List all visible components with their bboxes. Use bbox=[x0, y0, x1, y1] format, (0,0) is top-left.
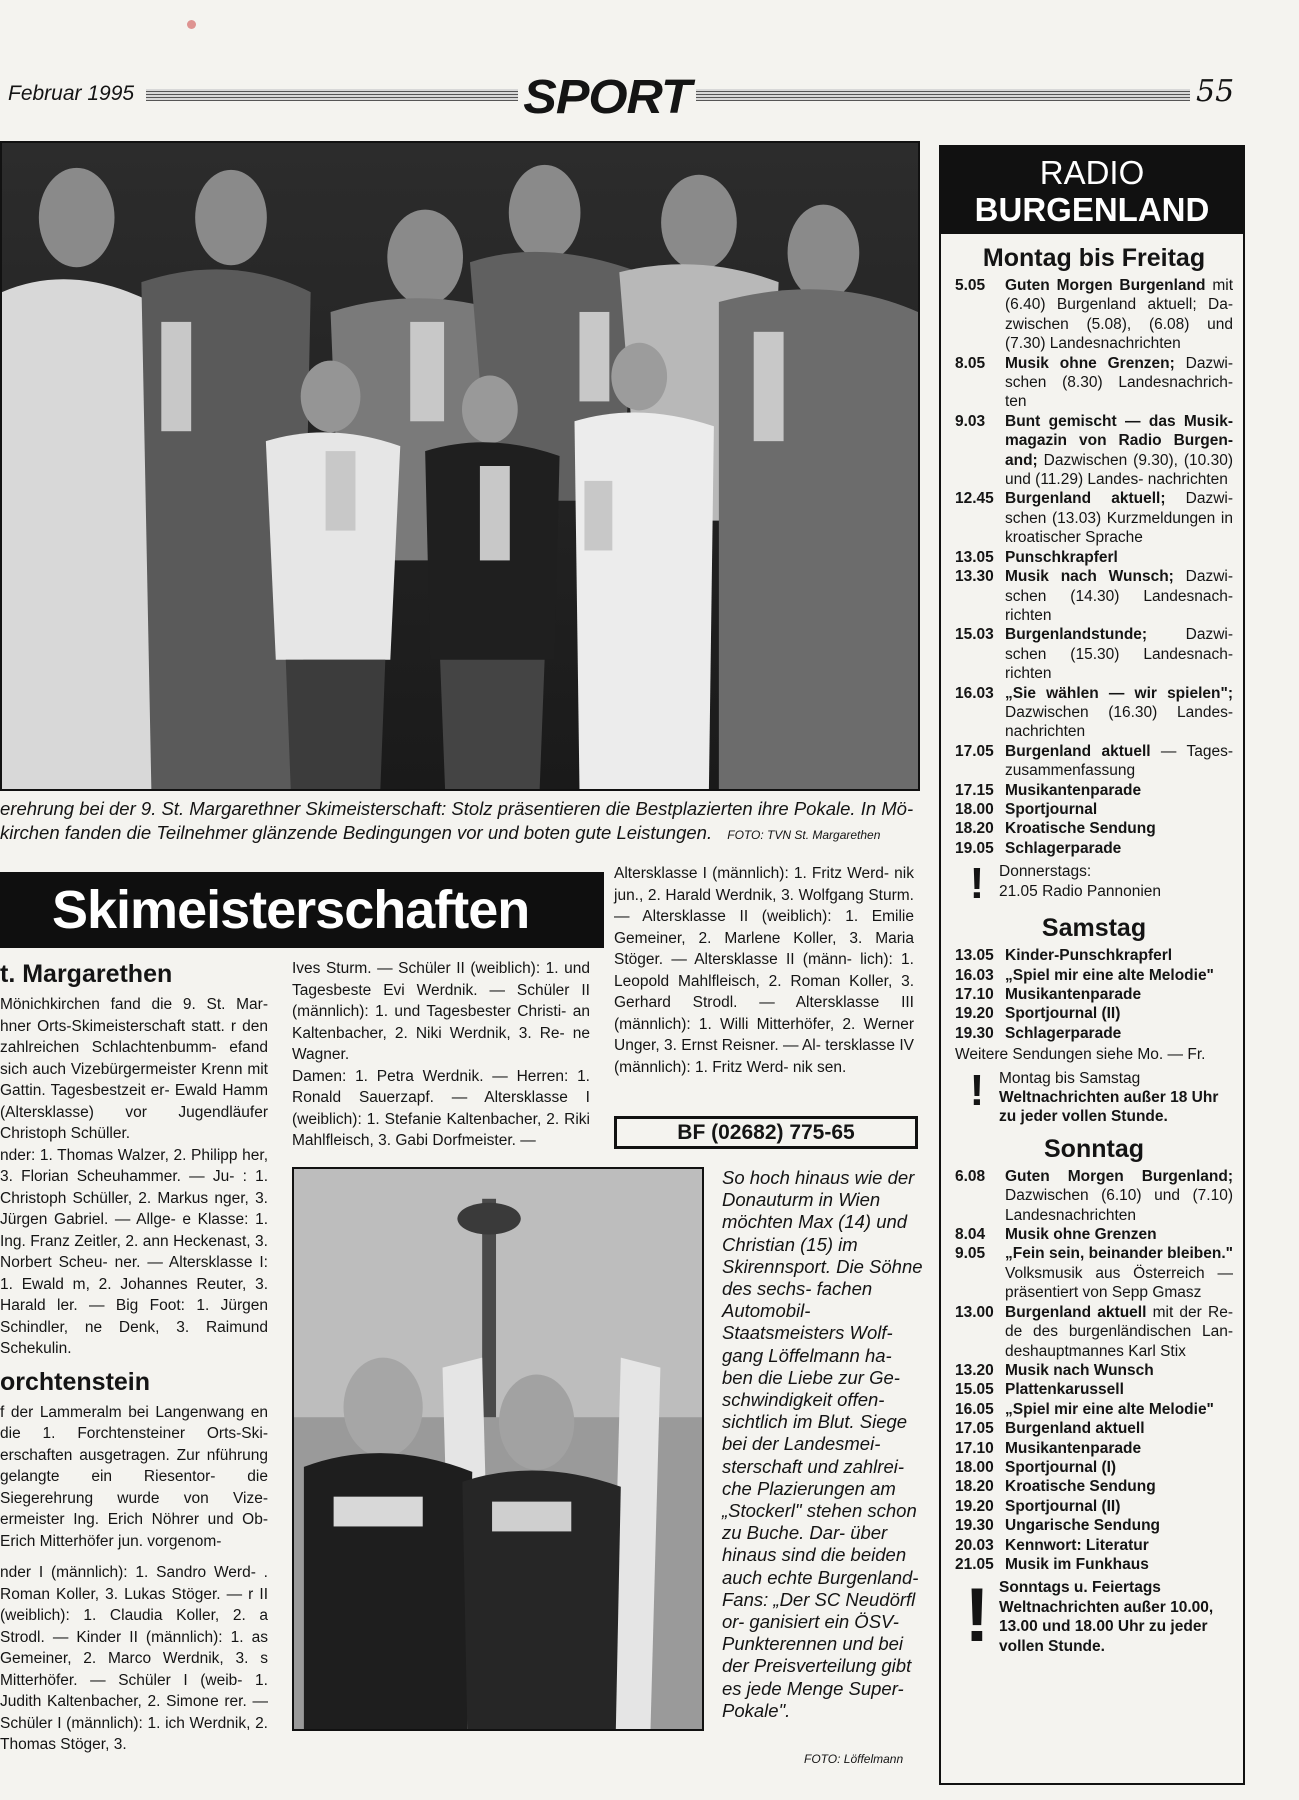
radio-program-box bbox=[939, 145, 1245, 1785]
entry-title: Musikantenparade bbox=[1005, 1439, 1142, 1457]
schedule-entry bbox=[955, 548, 1233, 567]
entry-description bbox=[1005, 1380, 1233, 1399]
schedule-entry bbox=[955, 966, 1233, 985]
entry-time: 21.05 bbox=[955, 1555, 994, 1573]
radio-title-line2: BURGENLAND bbox=[974, 191, 1210, 228]
col1-paragraph-3: f der Lammeralm bei Langenwang en die 1. Forchtensteiner Orts-Ski- erschaften ausgetragen. Zur nführung gelangte ein Riesentor- die Siegerehrung wurde von Vize- ermeister Ing. Erich Nöhrer und Ob- Erich Mitterhöfer jun. vorgenom- bbox=[0, 1403, 268, 1550]
entry-time: 19.20 bbox=[955, 1005, 994, 1023]
entry-description bbox=[1005, 1516, 1233, 1535]
sunday-heading: Sonntag bbox=[1044, 1134, 1144, 1163]
entry-title: Musik ohne Grenzen bbox=[1005, 1226, 1157, 1244]
entry-description bbox=[1005, 985, 1233, 1004]
exclamation-icon: ! bbox=[969, 1065, 985, 1115]
entry-time: 18.00 bbox=[955, 1458, 994, 1476]
entry-description bbox=[1005, 1400, 1233, 1419]
schedule-entry bbox=[955, 1024, 1233, 1043]
schedule-entry bbox=[955, 985, 1233, 1004]
award-ceremony-photo bbox=[0, 141, 920, 791]
entry-time: 16.03 bbox=[955, 966, 994, 984]
article-column-1 bbox=[0, 958, 268, 1758]
entry-time: 13.00 bbox=[955, 1303, 994, 1321]
entry-description bbox=[1005, 1458, 1233, 1477]
entry-description bbox=[1005, 1536, 1233, 1555]
entry-title: Burgenland aktuell; bbox=[1005, 490, 1166, 508]
entry-title: Guten Morgen Burgenland; bbox=[1005, 1167, 1233, 1185]
entry-details: Dazwi- schen (15.30) Landesnach- richten bbox=[1005, 626, 1233, 683]
col1-paragraph-1: Mönichkirchen fand die 9. St. Mar- hner Orts-Skimeisterschaft statt. r den zahlreichen Schlachtenbumm- efand sich auch Vizebürgermeister Krenn mit Gattin. Tagesbestzeit er- Ewald Hamm (Altersklasse) vor Jugendläufer Christoph Schüller. bbox=[0, 996, 268, 1142]
schedule-entry bbox=[955, 1380, 1233, 1399]
entry-description bbox=[1005, 966, 1233, 985]
entry-title: „Fein sein, beinander bleiben." bbox=[1005, 1245, 1233, 1263]
entry-description bbox=[1005, 1004, 1233, 1023]
entry-time: 19.30 bbox=[955, 1024, 994, 1042]
entry-details: Dazwischen (9.30), (10.30) und (11.29) Landes- nachrichten bbox=[1005, 451, 1233, 489]
radio-header bbox=[941, 147, 1243, 234]
col1-paragraph-2: nder: 1. Thomas Walzer, 2. Philipp her, 3. Florian Scheuhammer. — Ju- : 1. Christoph Schüller, 2. Markus nger, 3. Jürgen Gabriel. — Allge- e Klasse: 1. Ing. Franz Zeitler, 2. ann Heckenast, 3. Norbert Scheu- ner. — Altersklasse I: 1. Ewald m, 2. Johannes Reuter, 3. Harald ler. — Big Foot: 1. Jürgen Schindler, ne Denk, 3. Raimund Schekulin. bbox=[0, 1146, 268, 1357]
article-column-2 bbox=[292, 958, 590, 1152]
entry-time: 9.03 bbox=[955, 412, 986, 430]
skiers-photo bbox=[292, 1167, 704, 1731]
schedule-entry bbox=[955, 354, 1233, 412]
entry-description bbox=[1005, 1477, 1233, 1496]
weekday-heading: Montag bis Freitag bbox=[982, 244, 1206, 272]
entry-title: Plattenkarussell bbox=[1005, 1381, 1124, 1399]
entry-details: mit der Re- de des burgenländischen Lan- deshauptmannes Karl Stix bbox=[1005, 1303, 1233, 1360]
entry-details: Dazwischen (16.30) Landes- nachrichten bbox=[1005, 703, 1233, 741]
entry-time: 13.05 bbox=[955, 947, 994, 965]
col2-paragraph-2: Damen: 1. Petra Werdnik. — Herren: 1. Ronald Sauerzapf. — Altersklasse I (weiblich): 1. Stefanie Kaltenbacher, 2. Riki Mahlfleisch, 3. Gabi Dorfmeister. — bbox=[292, 1067, 590, 1149]
entry-time: 19.30 bbox=[955, 1517, 994, 1535]
thursday-notice bbox=[955, 859, 1233, 909]
entry-description bbox=[1005, 1497, 1233, 1516]
schedule-entry bbox=[955, 1419, 1233, 1438]
schedule-entry bbox=[955, 1004, 1233, 1023]
radio-schedule bbox=[941, 234, 1243, 1659]
ink-spot bbox=[187, 20, 196, 29]
entry-title: Musik nach Wunsch; bbox=[1005, 568, 1174, 586]
entry-time: 19.05 bbox=[955, 839, 994, 857]
schedule-entry bbox=[955, 1167, 1233, 1225]
entry-title: Sportjournal (II) bbox=[1005, 1497, 1121, 1515]
photo2-caption: So hoch hinaus wie der Donauturm in Wien möchten Max (14) und Christian (15) im Skirennsport. Die Söhne des sechs- fachen Automobil- Staatsmeisters Wolf- gang Löffelmann ha- ben die Liebe zur Ge- schwindigkeit offen- sichtlich im Blut. Siege bei der Landesmei- sterschaft und zahlrei- che Plazierungen am „Stockerl" stehen schon zu Buche. Dar- über hinaus sind die beiden auch echte Burgenland-Fans: „Der SC Neudörfl or- ganisiert ein ÖSV- Punkterennen und bei der Preisverteilung gibt es jede Menge Super-Pokale". bbox=[722, 1167, 923, 1721]
entry-description bbox=[1005, 354, 1233, 412]
saturday-notice-label: Montag bis Samstag bbox=[999, 1069, 1141, 1087]
saturday-notice-text: Weltnachrichten außer 18 Uhr zu jeder vollen Stunde. bbox=[999, 1089, 1219, 1126]
entry-time: 17.15 bbox=[955, 781, 994, 799]
schedule-entry bbox=[955, 489, 1233, 547]
header-rule-left bbox=[146, 89, 518, 101]
photo1-caption bbox=[0, 797, 930, 847]
article-column-3 bbox=[614, 863, 914, 1078]
entry-description bbox=[1005, 946, 1233, 965]
entry-time: 13.20 bbox=[955, 1361, 994, 1379]
sunday-notice-text: Sonntags u. Feiertags Weltnachrichten außer 10.00, 13.00 und 18.00 Uhr zu jeder vollen Stunde. bbox=[999, 1579, 1214, 1655]
entry-time: 18.20 bbox=[955, 1478, 994, 1496]
entry-title: Burgenlandstunde; bbox=[1005, 626, 1148, 644]
entry-time: 5.05 bbox=[955, 277, 986, 294]
schedule-entry bbox=[955, 567, 1233, 625]
photo1-credit: FOTO: TVN St. Margarethen bbox=[727, 828, 881, 842]
entry-details: Dazwischen (6.10) und (7.10) Landesnachrichten bbox=[1005, 1187, 1233, 1224]
entry-description bbox=[1005, 412, 1233, 490]
thursday-notice-text: 21.05 Radio Pannonien bbox=[999, 882, 1162, 900]
entry-description bbox=[1005, 548, 1233, 567]
entry-details: Dazwi- schen (14.30) Landesnach- richten bbox=[1005, 568, 1233, 624]
entry-title: Guten Morgen Burgenland bbox=[1005, 277, 1206, 294]
schedule-entry bbox=[955, 819, 1233, 838]
entry-description bbox=[1005, 1024, 1233, 1043]
entry-title: „Sie wählen — wir spielen"; bbox=[1005, 684, 1233, 702]
schedule-entry bbox=[955, 1497, 1233, 1516]
schedule-entry bbox=[955, 276, 1233, 354]
entry-title: Sportjournal (II) bbox=[1005, 1005, 1121, 1023]
entry-details: — Tages- zusammenfassung bbox=[1005, 742, 1233, 780]
entry-description bbox=[1005, 276, 1233, 354]
photo1-caption-text: erehrung bei der 9. St. Margarethner Skimeisterschaft: Stolz präsentieren die Bestplazierten ihre Pokale. In Mö- kirchen fanden die Teilnehmer glänzende Bedingungen vor und boten gute Leistungen. bbox=[0, 798, 914, 843]
entry-title: Punschkrapferl bbox=[1005, 548, 1118, 566]
entry-description bbox=[1005, 1225, 1233, 1244]
entry-title: „Spiel mir eine alte Melodie" bbox=[1005, 966, 1214, 984]
entry-title: Musik ohne Grenzen; bbox=[1005, 354, 1175, 372]
saturday-notice bbox=[955, 1065, 1233, 1127]
entry-title: Bunt gemischt — das Musik- magazin von Radio Burgen- and; bbox=[1005, 412, 1233, 469]
schedule-entry bbox=[955, 1516, 1233, 1535]
entry-time: 18.00 bbox=[955, 800, 994, 818]
schedule-entry bbox=[955, 946, 1233, 965]
entry-title: Burgenland aktuell bbox=[1005, 742, 1151, 760]
entry-description bbox=[1005, 742, 1233, 781]
entry-time: 17.10 bbox=[955, 986, 994, 1003]
phone-box: BF (02682) 775-65 bbox=[614, 1116, 918, 1149]
entry-title: Ungarische Sendung bbox=[1005, 1517, 1161, 1535]
schedule-entry bbox=[955, 1555, 1233, 1574]
subheading-forchtenstein: orchtenstein bbox=[0, 1367, 151, 1396]
entry-details: mit (6.40) Burgenland aktuell; Da- zwischen (5.08), (6.08) und (7.30) Landesnachrichten bbox=[1005, 277, 1234, 353]
exclamation-icon: ! bbox=[964, 1573, 990, 1659]
page-header bbox=[0, 71, 1299, 124]
entry-title: Musik im Funkhaus bbox=[1005, 1555, 1149, 1573]
entry-time: 17.05 bbox=[955, 742, 994, 760]
entry-title: Burgenland aktuell bbox=[1005, 1420, 1145, 1438]
entry-time: 13.05 bbox=[955, 548, 994, 566]
saturday-heading: Samstag bbox=[1041, 914, 1147, 943]
schedule-entry bbox=[955, 1225, 1233, 1244]
sunday-notice bbox=[955, 1573, 1233, 1659]
entry-description bbox=[1005, 489, 1233, 547]
page-number: 55 bbox=[1196, 74, 1235, 109]
entry-description bbox=[1005, 1419, 1233, 1438]
photo2-credit: FOTO: Löffelmann bbox=[804, 1752, 904, 1766]
entry-title: Schlagerparade bbox=[1005, 839, 1122, 857]
entry-title: Burgenland aktuell bbox=[1005, 1303, 1147, 1321]
entry-title: Kroatische Sendung bbox=[1005, 820, 1156, 838]
schedule-entry bbox=[955, 742, 1233, 781]
sunday-schedule bbox=[955, 1167, 1233, 1575]
issue-date: Februar 1995 bbox=[8, 82, 135, 105]
entry-time: 16.05 bbox=[955, 1400, 994, 1418]
schedule-entry bbox=[955, 1477, 1233, 1496]
entry-title: Kennwort: Literatur bbox=[1005, 1536, 1149, 1554]
schedule-entry bbox=[955, 412, 1233, 490]
entry-title: „Spiel mir eine alte Melodie" bbox=[1005, 1400, 1214, 1418]
entry-description bbox=[1005, 567, 1233, 625]
entry-title: Kinder-Punschkrapferl bbox=[1005, 947, 1173, 965]
schedule-entry bbox=[955, 800, 1233, 819]
radio-title-line1: RADIO bbox=[1039, 154, 1145, 191]
entry-title: Musik nach Wunsch bbox=[1005, 1361, 1154, 1379]
entry-description bbox=[1005, 684, 1233, 742]
entry-description bbox=[1005, 819, 1233, 838]
entry-description bbox=[1005, 800, 1233, 819]
schedule-entry bbox=[955, 1458, 1233, 1477]
entry-description bbox=[1005, 1555, 1233, 1574]
entry-description bbox=[1005, 1244, 1233, 1302]
schedule-entry bbox=[955, 1361, 1233, 1380]
col1-paragraph-4: nder I (männlich): 1. Sandro Werd- . Roman Koller, 3. Lukas Stöger. — r II (weiblich): 1. Claudia Koller, 2. a Strodl. — Kinder II (männlich): 1. as Gemeiner, 2. Marco Werdnik, 3. s Mitterhöfer. — Schüler I (weib- 1. Judith Kaltenbacher, 2. Simone rer. — Schüler I (männlich): 1. ich Werdnik, 2. Thomas Stöger, 3. bbox=[0, 1564, 268, 1753]
header-rule-right bbox=[696, 89, 1190, 101]
entry-details: Dazwi- schen (8.30) Landesnachrich- ten bbox=[1005, 354, 1233, 411]
entry-description bbox=[1005, 1303, 1233, 1361]
entry-description bbox=[1005, 625, 1233, 683]
entry-time: 8.04 bbox=[955, 1226, 986, 1244]
entry-time: 6.08 bbox=[955, 1167, 986, 1185]
saturday-more-note: Weitere Sendungen siehe Mo. — Fr. bbox=[955, 1046, 1206, 1064]
entry-time: 16.03 bbox=[955, 684, 994, 702]
schedule-entry bbox=[955, 839, 1233, 858]
schedule-entry bbox=[955, 1303, 1233, 1361]
schedule-entry bbox=[955, 1536, 1233, 1555]
article-headline: Skimeisterschaften bbox=[52, 880, 530, 940]
entry-details: Volksmusik aus Österreich — präsentiert von Sepp Gmasz bbox=[1005, 1264, 1233, 1302]
schedule-entry bbox=[955, 1244, 1233, 1302]
entry-time: 9.05 bbox=[955, 1245, 986, 1263]
entry-time: 17.05 bbox=[955, 1420, 994, 1438]
entry-time: 17.10 bbox=[955, 1439, 994, 1457]
schedule-entry bbox=[955, 781, 1233, 800]
entry-description bbox=[1005, 781, 1233, 800]
entry-time: 15.03 bbox=[955, 626, 994, 644]
schedule-entry bbox=[955, 1400, 1233, 1419]
entry-title: Sportjournal bbox=[1005, 800, 1098, 818]
entry-time: 18.20 bbox=[955, 820, 994, 838]
entry-description bbox=[1005, 1167, 1233, 1225]
thursday-notice-label: Donnerstags: bbox=[999, 863, 1092, 881]
saturday-schedule bbox=[955, 946, 1233, 1043]
entry-time: 8.05 bbox=[955, 354, 986, 372]
col3-paragraph-1: Altersklasse I (männlich): 1. Fritz Werd- nik jun., 2. Harald Werdnik, 3. Wolfgang Sturm. — Altersklasse II (weiblich): 1. Emilie Gemeiner, 2. Marlene Koller, 3. Maria Stöger. — Altersklasse II (männ- lich): 1. Leopold Mahlfleisch, 2. Roman Koller, 3. Gerhard Strodl. — Altersklasse III (männlich): 1. Willi Mitterhöfer, 2. Werner Unger, 3. Ernst Reisner. — Al- tersklasse IV (männlich): 1. Fritz Werd- nik sen. bbox=[614, 865, 914, 1076]
entry-time: 19.20 bbox=[955, 1497, 994, 1515]
entry-details: Dazwi- schen (13.03) Kurzmeldungen in kroatischer Sprache bbox=[1005, 490, 1234, 547]
exclamation-icon: ! bbox=[969, 859, 985, 909]
entry-title: Sportjournal (I) bbox=[1005, 1458, 1117, 1476]
subheading-margarethen: t. Margarethen bbox=[0, 960, 173, 988]
entry-title: Musikantenparade bbox=[1005, 986, 1142, 1003]
entry-title: Musikantenparade bbox=[1005, 781, 1142, 799]
entry-time: 13.30 bbox=[955, 568, 994, 586]
section-title: SPORT bbox=[523, 71, 691, 124]
entry-description bbox=[1005, 1439, 1233, 1458]
schedule-entry bbox=[955, 1439, 1233, 1458]
weekday-schedule bbox=[955, 276, 1233, 858]
entry-description bbox=[1005, 1361, 1233, 1380]
entry-time: 20.03 bbox=[955, 1536, 994, 1554]
entry-title: Schlagerparade bbox=[1005, 1024, 1122, 1042]
entry-time: 15.05 bbox=[955, 1381, 994, 1399]
entry-title: Kroatische Sendung bbox=[1005, 1478, 1156, 1496]
col2-paragraph-1: Ives Sturm. — Schüler II (weiblich): 1. und Tagesbeste Evi Werdnik. — Schüler II (männlich): 1. und Tagesbester Christi- an Kaltenbacher, 2. Niki Werdnik, 3. Re- ne Wagner. bbox=[292, 960, 590, 1063]
schedule-entry bbox=[955, 684, 1233, 742]
entry-time: 12.45 bbox=[955, 490, 994, 508]
entry-description bbox=[1005, 839, 1233, 858]
schedule-entry bbox=[955, 625, 1233, 683]
